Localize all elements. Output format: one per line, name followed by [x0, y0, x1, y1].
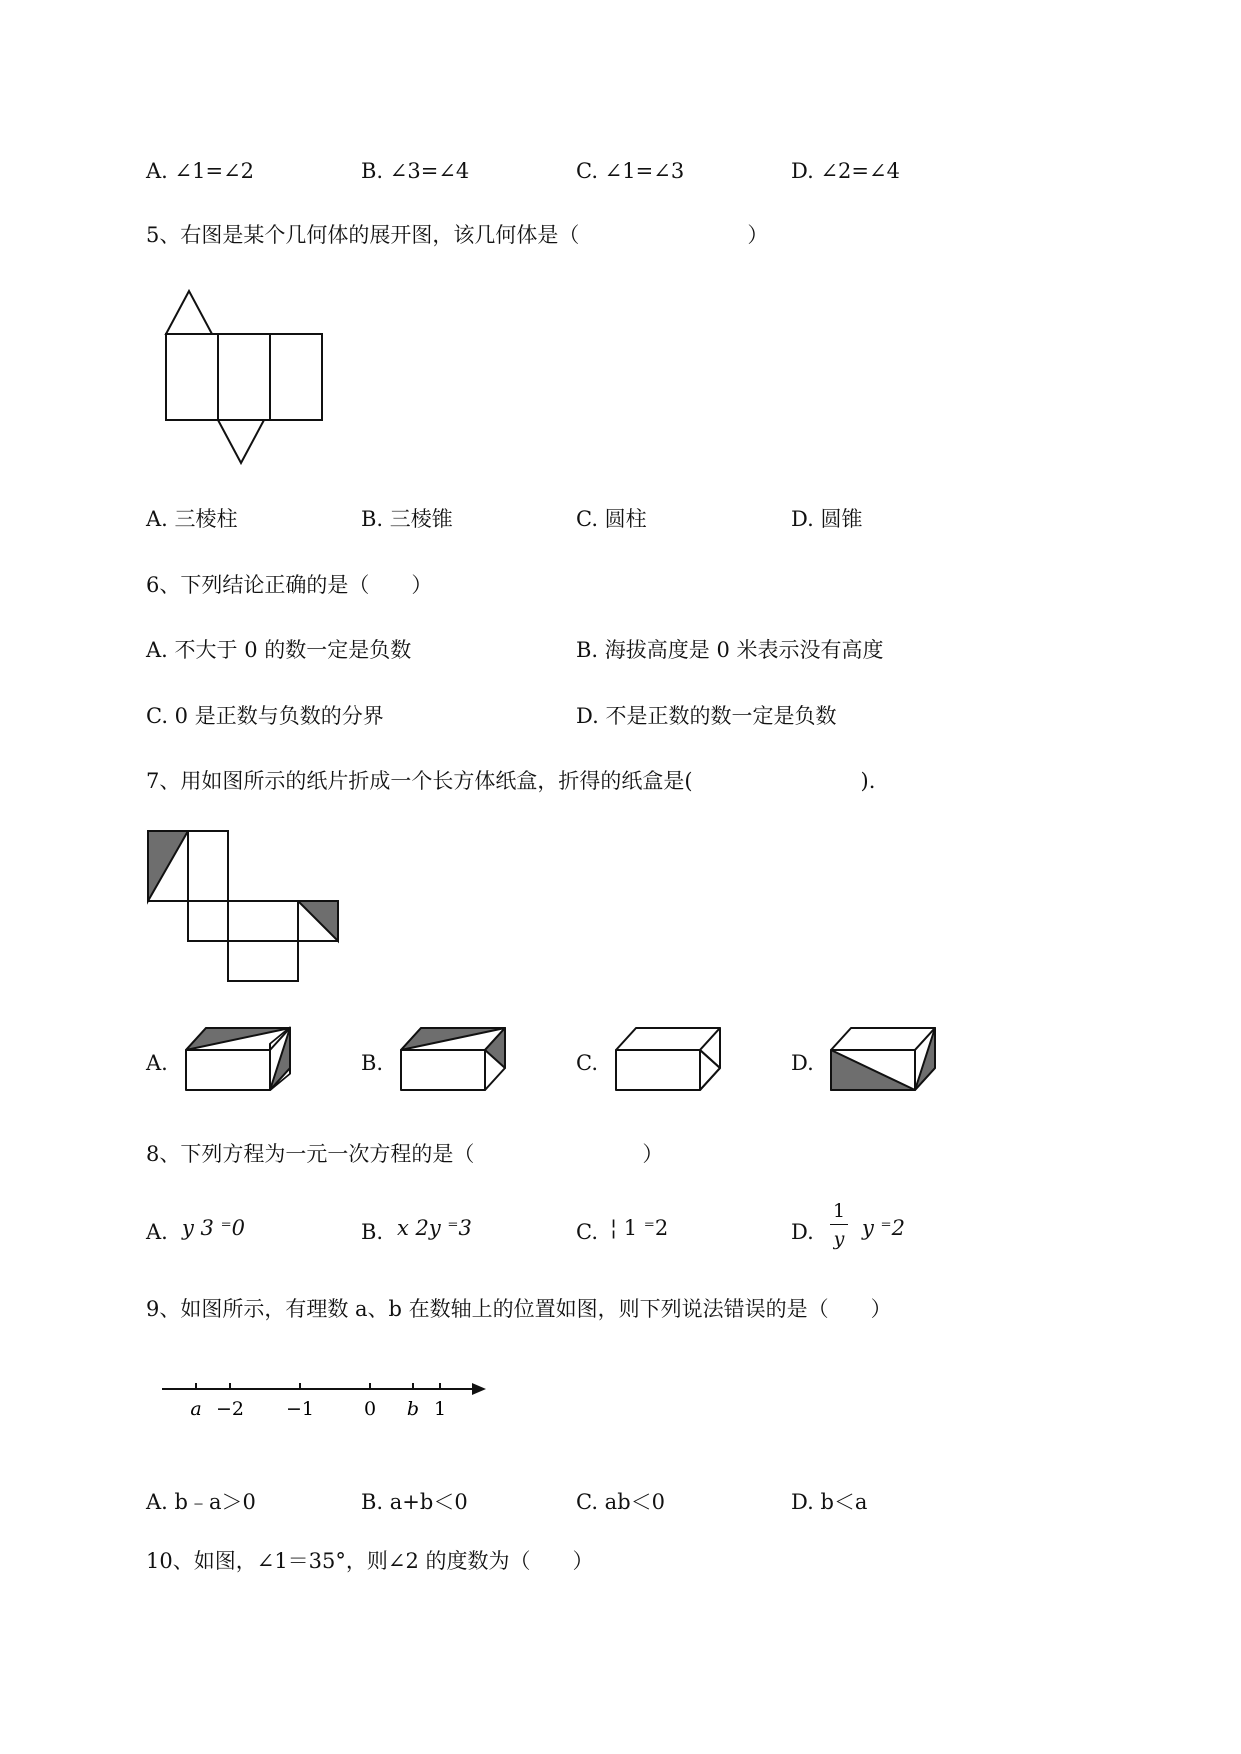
q8-option-d-formula: y ⁼2: [862, 1216, 905, 1240]
q5-prism-net-figure: [160, 286, 330, 471]
q4-option-d: D. ∠2=∠4: [791, 159, 900, 183]
q6-option-c: C. 0 是正数与负数的分界: [146, 704, 384, 728]
q7-option-b-box: [397, 1025, 512, 1095]
q7-option-d-label: D.: [791, 1051, 814, 1075]
q8-option-b-formula: x 2y ⁼3: [397, 1216, 472, 1240]
q9-option-c: C. ab＜0: [576, 1490, 665, 1514]
q8-option-d-numerator: 1: [832, 1200, 846, 1222]
q8-option-d-denominator: y: [833, 1228, 845, 1250]
q8-stem: 8、下列方程为一元一次方程的是（ ）: [146, 1142, 664, 1166]
q5-option-b: B. 三棱锥: [361, 507, 453, 531]
q8-option-d-label: D.: [791, 1220, 814, 1244]
q7-option-a-box: [182, 1025, 297, 1095]
q7-option-c-box: [612, 1025, 727, 1095]
q5-option-a: A. 三棱柱: [146, 507, 238, 531]
q10-stem: 10、如图，∠1＝35°，则∠2 的度数为（ ）: [146, 1549, 594, 1573]
q7-option-d-box: [827, 1025, 942, 1095]
q7-option-a-label: A.: [146, 1051, 168, 1075]
q8-option-a-formula: y 3 ⁼0: [182, 1216, 246, 1240]
q7-option-b-label: B.: [361, 1051, 384, 1075]
q9-option-d: D. b＜a: [791, 1490, 868, 1514]
q8-option-b-label: B.: [361, 1220, 384, 1244]
q7-stem: 7、用如图所示的纸片折成一个长方体纸盒，折得的纸盒是( ).: [146, 769, 876, 793]
q8-option-d-fraction-bar: [830, 1224, 848, 1225]
number-line-label-1: 1: [433, 1398, 447, 1420]
q5-option-c: C. 圆柱: [576, 507, 647, 531]
number-line-label-0: 0: [363, 1398, 377, 1420]
q5-stem: 5、右图是某个几何体的展开图，该几何体是（ ）: [146, 223, 769, 247]
number-line-label-neg2: −2: [215, 1398, 245, 1420]
q8-option-c-label: C.: [576, 1220, 598, 1244]
q6-option-b: B. 海拔高度是 0 米表示没有高度: [576, 638, 884, 662]
number-line-label-b: b: [406, 1398, 420, 1420]
q6-option-d: D. 不是正数的数一定是负数: [576, 704, 837, 728]
number-line-label-neg1: −1: [285, 1398, 315, 1420]
q8-option-a-label: A.: [146, 1220, 168, 1244]
q7-option-c-label: C.: [576, 1051, 598, 1075]
q4-option-a: A. ∠1=∠2: [146, 159, 255, 183]
q4-option-b: B. ∠3=∠4: [361, 159, 470, 183]
q6-stem: 6、下列结论正确的是（ ）: [146, 573, 433, 597]
q8-option-c-formula: ¦ 1 ⁼2: [610, 1216, 669, 1240]
q9-number-line: [160, 1375, 490, 1425]
q4-option-c: C. ∠1=∠3: [576, 159, 685, 183]
q9-option-b: B. a+b＜0: [361, 1490, 468, 1514]
q7-box-net-figure: [145, 828, 345, 988]
q9-option-a: A. b﹣a＞0: [146, 1490, 256, 1514]
number-line-label-a: a: [190, 1398, 202, 1420]
q6-option-a: A. 不大于 0 的数一定是负数: [146, 638, 412, 662]
q9-stem: 9、如图所示，有理数 a、b 在数轴上的位置如图，则下列说法错误的是（ ）: [146, 1297, 892, 1321]
q5-option-d: D. 圆锥: [791, 507, 863, 531]
